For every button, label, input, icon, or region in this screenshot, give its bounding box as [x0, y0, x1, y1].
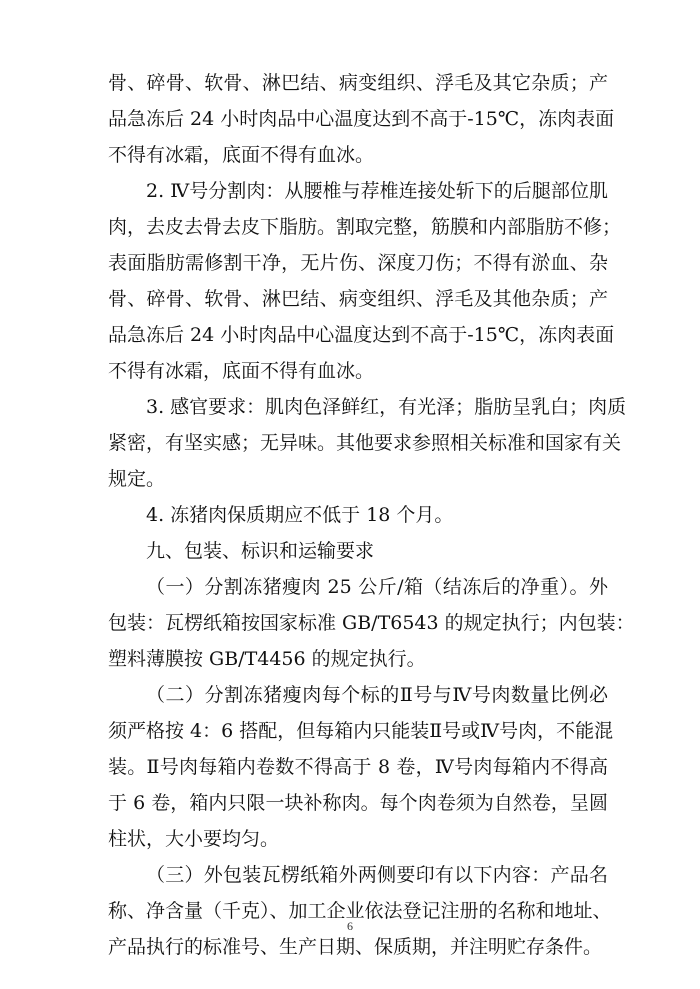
text-line: 柱状，大小要均匀。: [108, 828, 280, 850]
text-line: 塑料薄膜按 GB/T4456 的规定执行。: [108, 648, 426, 670]
text-line: 骨、碎骨、软骨、淋巴结、病变组织、浮毛及其他杂质；产: [108, 288, 608, 310]
text-line: 3. 感官要求：肌肉色泽鲜红，有光泽；脂肪呈乳白；肉质: [146, 396, 627, 418]
text-line: 紧密，有坚实感；无异味。其他要求参照相关标准和国家有关: [108, 432, 622, 454]
page-number: 6: [347, 919, 353, 933]
text-line: 装。Ⅱ号肉每箱内卷数不得高于 8 卷，Ⅳ号肉每箱内不得高: [108, 756, 608, 778]
text-line: 于 6 卷，箱内只限一块补称肉。每个肉卷须为自然卷，呈圆: [108, 792, 608, 814]
text-line: 2. Ⅳ号分割肉：从腰椎与荐椎连接处斩下的后腿部位肌: [146, 180, 608, 202]
text-line: 骨、碎骨、软骨、淋巴结、病变组织、浮毛及其它杂质；产: [108, 72, 608, 94]
section-heading: 九、包装、标识和运输要求: [146, 540, 375, 562]
text-line: 品急冻后 24 小时肉品中心温度达到不高于-15℃，冻肉表面: [108, 108, 615, 130]
text-line: 规定。: [108, 468, 166, 490]
text-line: 表面脂肪需修割干净，无片伤、深度刀伤；不得有淤血、杂: [108, 252, 608, 274]
text-line: （一）分割冻猪瘦肉 25 公斤/箱（结冻后的净重）。外: [146, 576, 608, 598]
text-line: 肉，去皮去骨去皮下脂肪。割取完整，筋膜和内部脂肪不修；: [108, 216, 622, 238]
text-line: 称、净含量（千克）、加工企业依法登记注册的名称和地址、: [108, 900, 612, 922]
text-line: 须严格按 4：6 搭配，但每箱内只能装Ⅱ号或Ⅳ号肉，不能混: [108, 720, 614, 742]
text-line: （二）分割冻猪瘦肉每个标的Ⅱ号与Ⅳ号肉数量比例必: [146, 684, 608, 706]
text-line: 产品执行的标准号、生产日期、保质期，并注明贮存条件。: [108, 936, 603, 958]
text-line: 包装：瓦楞纸箱按国家标准 GB/T6543 的规定执行；内包装：: [108, 612, 635, 634]
text-line: 不得有冰霜，底面不得有血冰。: [108, 144, 375, 166]
text-line: 4. 冻猪肉保质期应不低于 18 个月。: [146, 504, 454, 526]
text-line: 不得有冰霜，底面不得有血冰。: [108, 360, 375, 382]
text-line: （三）外包装瓦楞纸箱外两侧要印有以下内容：产品名: [146, 864, 608, 886]
text-line: 品急冻后 24 小时肉品中心温度达到不高于-15℃，冻肉表面: [108, 324, 615, 346]
